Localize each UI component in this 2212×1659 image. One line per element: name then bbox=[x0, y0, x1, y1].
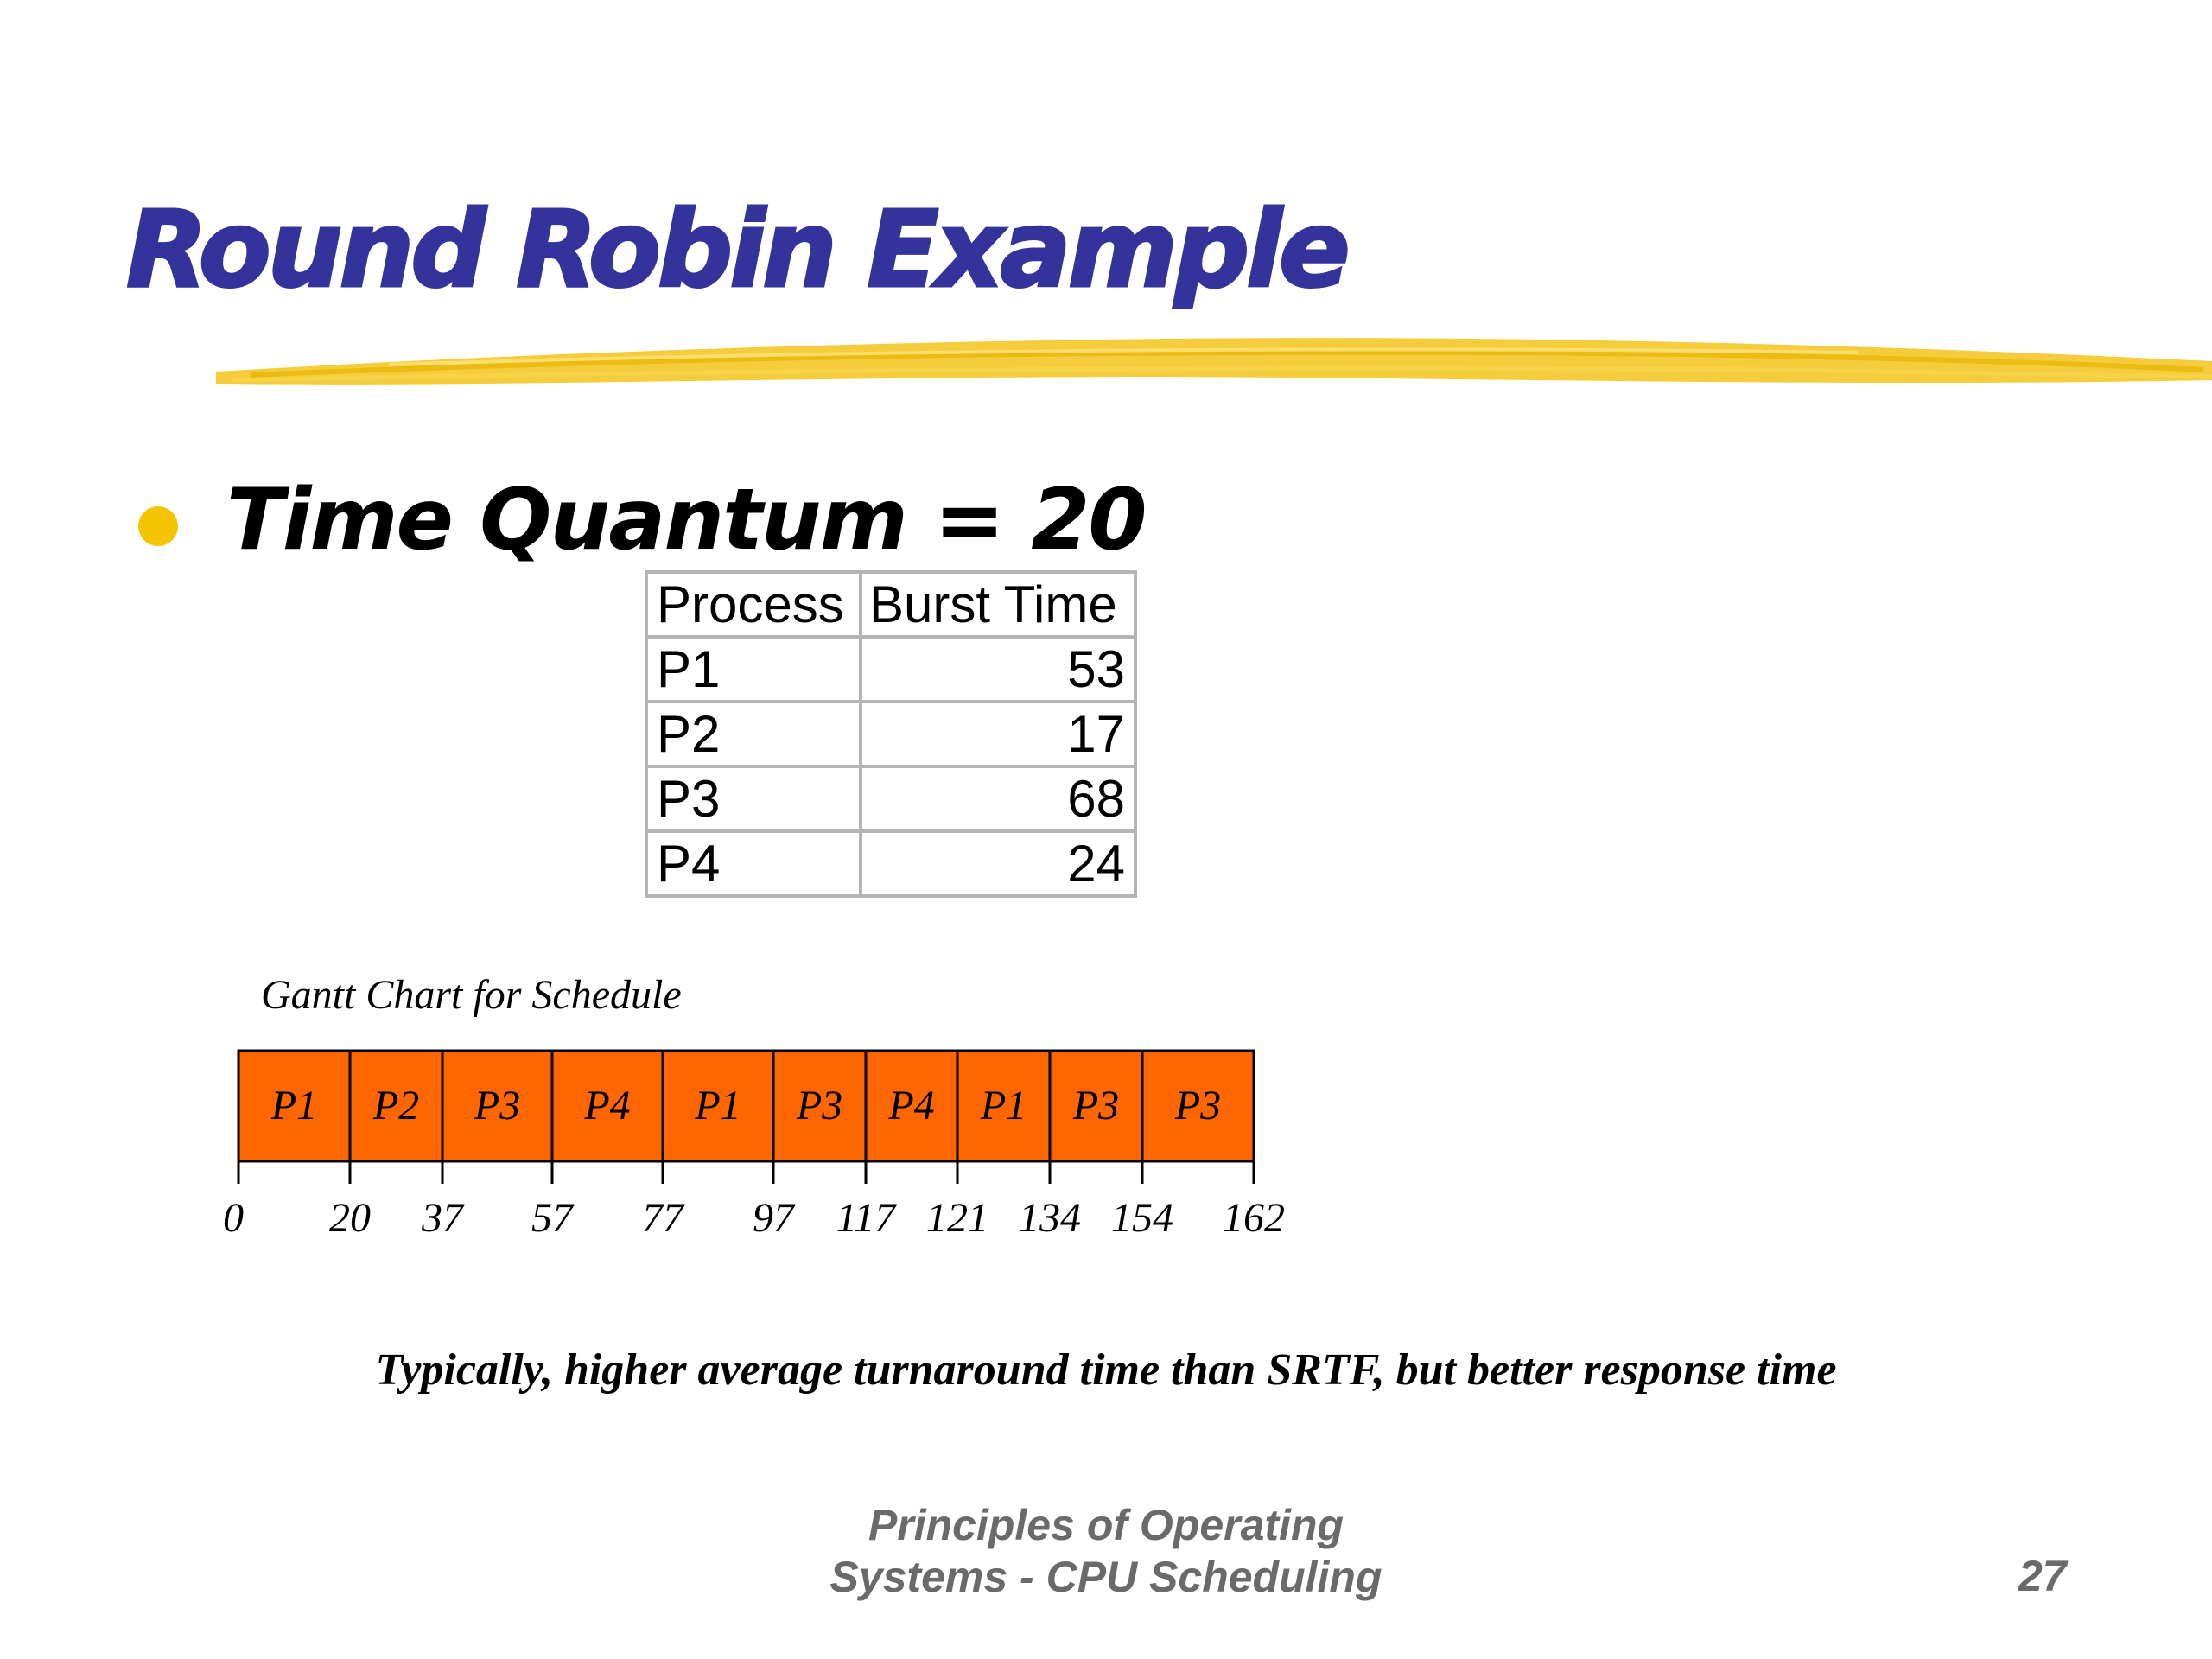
page-number: 27 bbox=[2018, 1552, 2067, 1600]
header-process: Process bbox=[646, 572, 861, 637]
gantt-tick-label: 162 bbox=[1223, 1195, 1285, 1241]
gantt-tick-label: 117 bbox=[836, 1195, 896, 1241]
gantt-tick-label: 57 bbox=[531, 1195, 573, 1241]
gantt-chart-label: Gantt Chart for Schedule bbox=[261, 972, 682, 1018]
gantt-tick-label: 0 bbox=[223, 1195, 244, 1241]
summary-note: Typically, higher average turnaround time than SRTF, but better response time bbox=[375, 1345, 1837, 1395]
header-burst-time: Burst Time bbox=[861, 572, 1135, 637]
process-cell: P4 bbox=[646, 831, 861, 896]
gantt-segment-label: P3 bbox=[1174, 1083, 1222, 1128]
gantt-segment-label: P1 bbox=[270, 1083, 318, 1128]
process-cell: P3 bbox=[646, 766, 861, 831]
process-cell: P1 bbox=[646, 637, 861, 702]
footer bbox=[717, 1499, 1495, 1603]
gantt-segment-label: P1 bbox=[980, 1083, 1027, 1128]
footer-line-2: Systems - CPU Scheduling bbox=[830, 1553, 1382, 1601]
gantt-tick-label: 37 bbox=[422, 1195, 463, 1241]
gantt-segment-label: P4 bbox=[888, 1083, 935, 1128]
gantt-tick-label: 134 bbox=[1019, 1195, 1081, 1241]
time-quantum-bullet: Time Quantum = 20 bbox=[226, 471, 1146, 569]
burst-time-cell: 17 bbox=[861, 702, 1135, 766]
slide-title: Round Robin Example bbox=[126, 188, 1347, 311]
gantt-segment-label: P3 bbox=[796, 1083, 843, 1128]
gantt-tick-label: 97 bbox=[753, 1195, 794, 1241]
gantt-segment-label: P3 bbox=[1072, 1083, 1120, 1128]
burst-time-cell: 53 bbox=[861, 637, 1135, 702]
gantt-segment-label: P4 bbox=[584, 1083, 631, 1128]
gantt-tick-label: 20 bbox=[329, 1195, 371, 1241]
burst-time-cell: 24 bbox=[861, 831, 1135, 896]
gantt-tick-label: 154 bbox=[1111, 1195, 1173, 1241]
burst-time-cell: 68 bbox=[861, 766, 1135, 831]
gantt-segment-label: P3 bbox=[474, 1083, 521, 1128]
gantt-segment-label: P2 bbox=[372, 1083, 420, 1128]
process-cell: P2 bbox=[646, 702, 861, 766]
footer-line-1: Principles of Operating bbox=[868, 1501, 1344, 1549]
gantt-tick-label: 121 bbox=[926, 1195, 988, 1241]
gantt-segment-label: P1 bbox=[695, 1083, 741, 1128]
gantt-tick-label: 77 bbox=[642, 1195, 683, 1241]
